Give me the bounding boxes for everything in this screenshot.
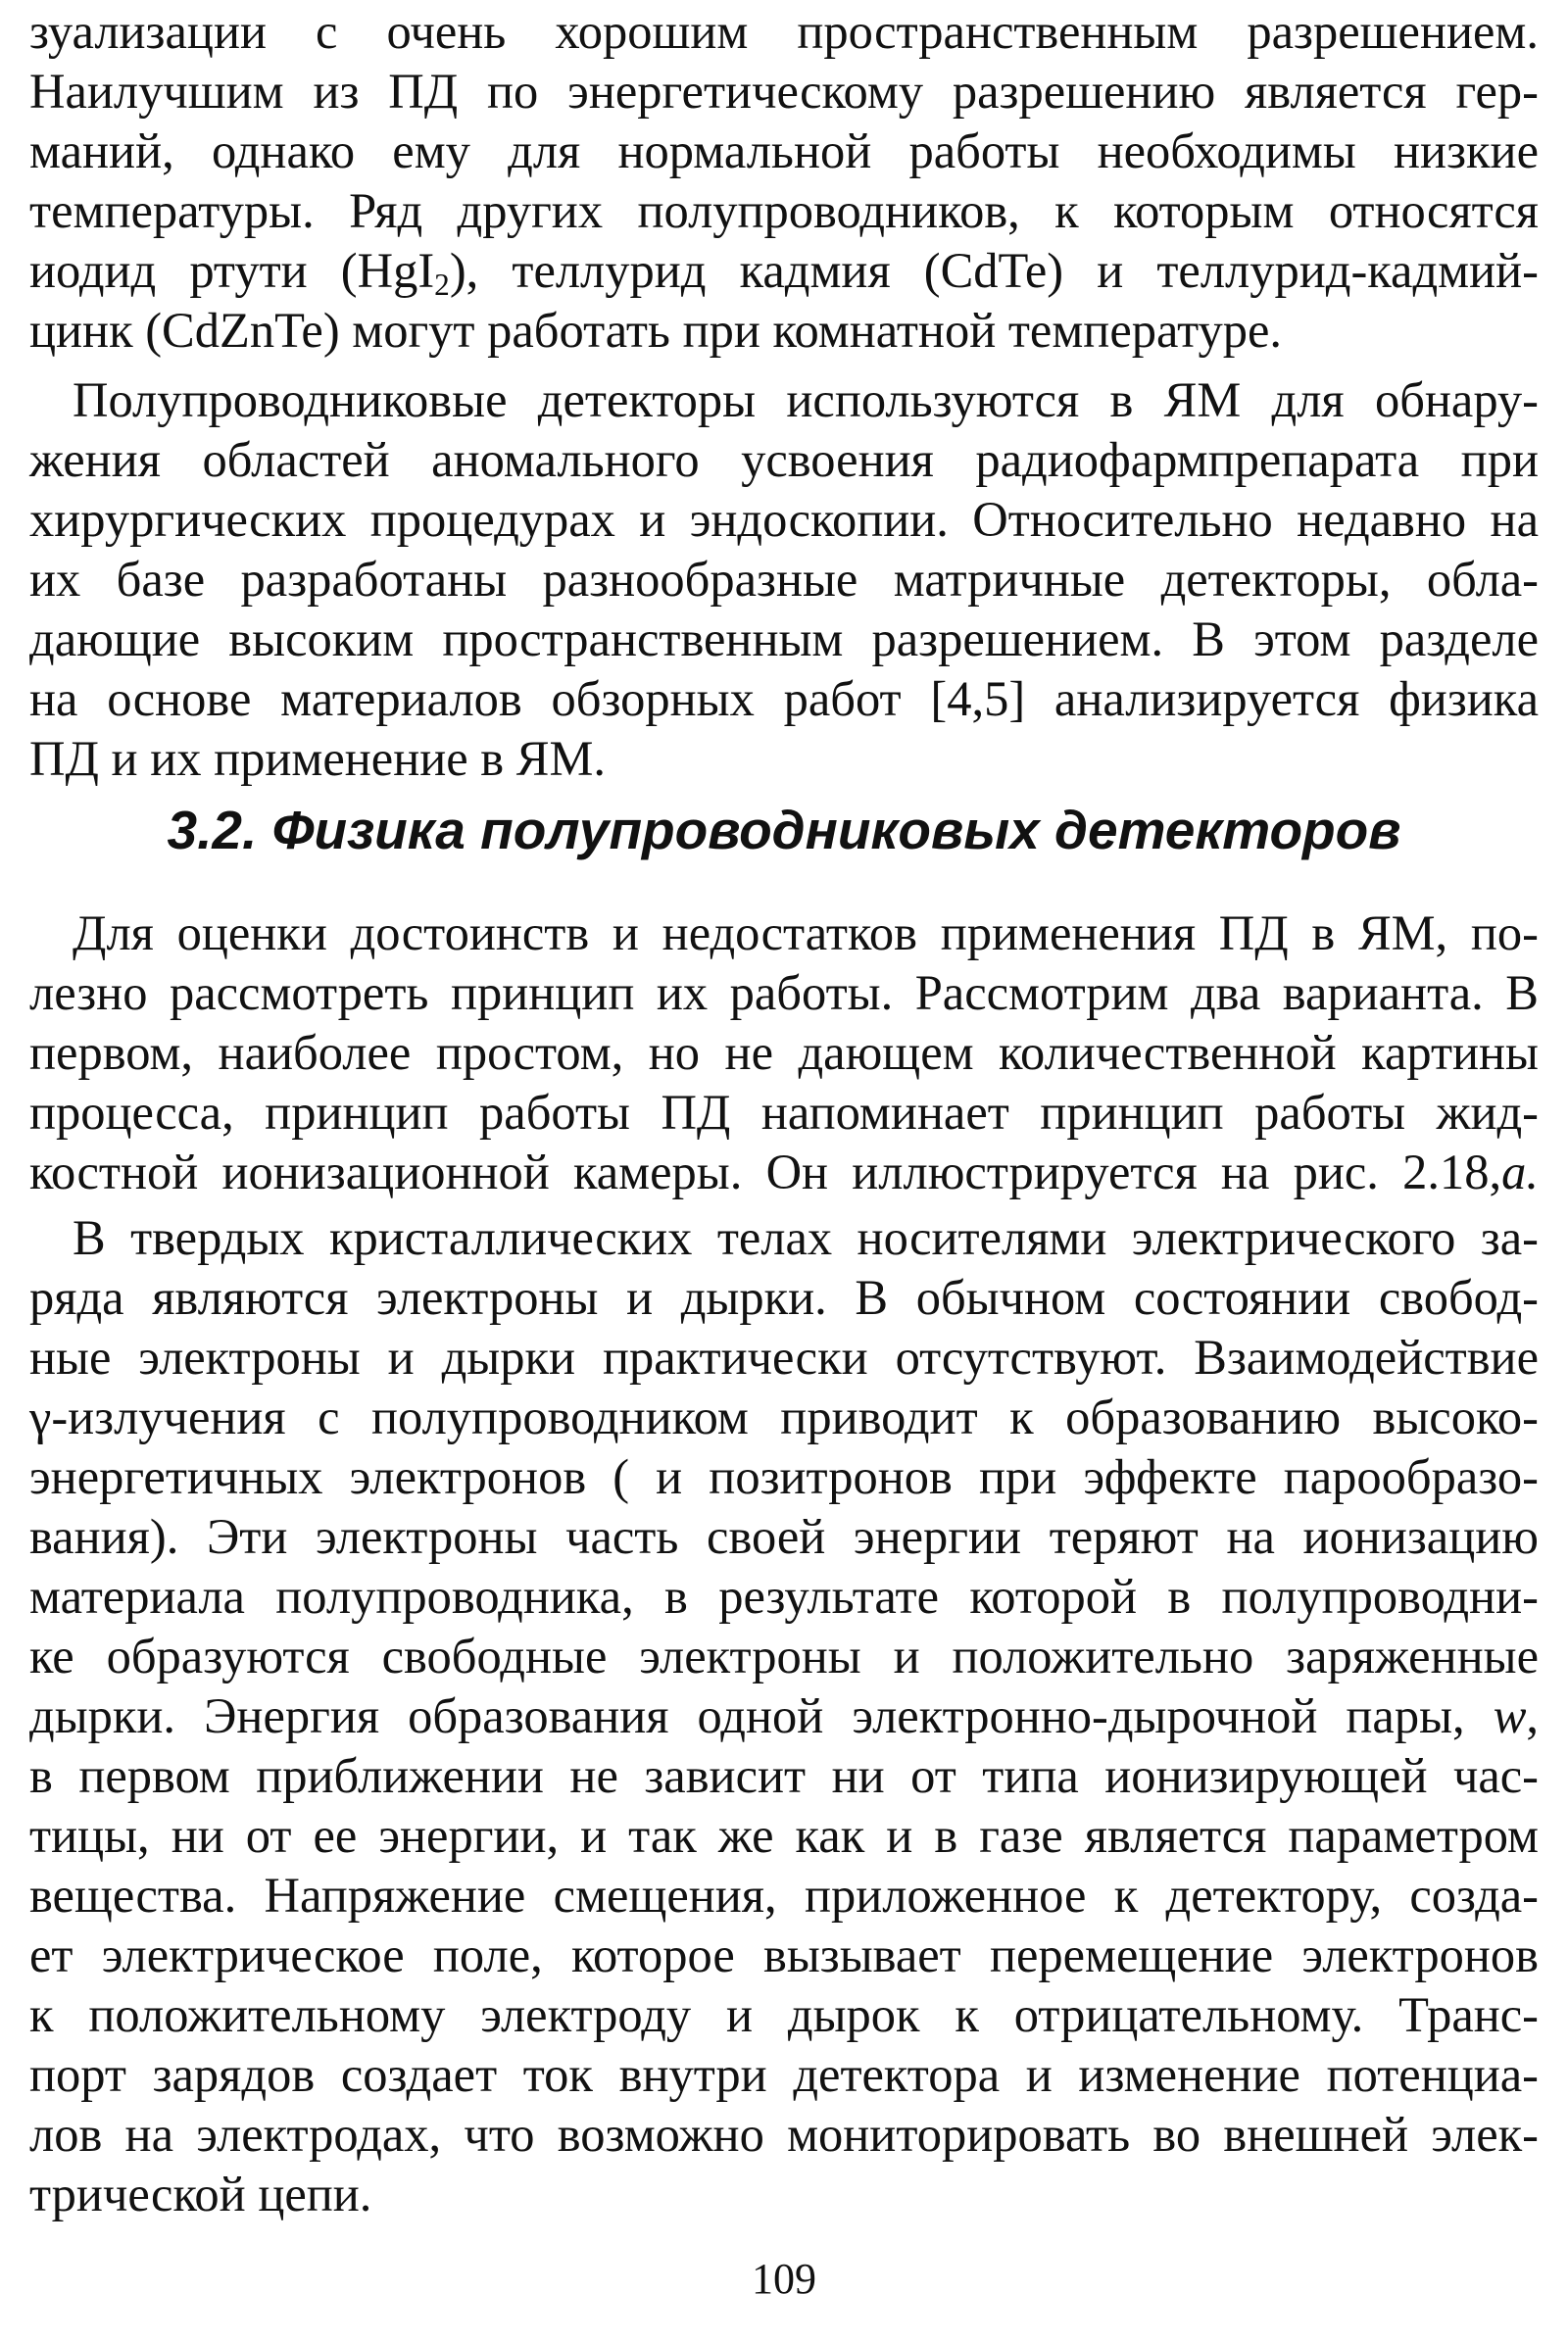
text-line: температуры. Ряд других полупроводников, к которым относятся bbox=[29, 183, 1539, 238]
document-page bbox=[29, 0, 1539, 2342]
text-line: зуализации с очень хорошим пространственным разрешением. bbox=[29, 4, 1539, 59]
text-line-formula bbox=[29, 241, 1539, 301]
text-line: жения областей аномального усвоения радиофармпрепарата при bbox=[29, 432, 1539, 487]
subscript: 2 bbox=[434, 267, 450, 302]
paragraph-1 bbox=[29, 2, 1539, 361]
text-line: цинк (CdZnTe) могут работать при комнатной температуре. bbox=[29, 303, 1283, 358]
text-fragment: , bbox=[1526, 1688, 1539, 1743]
text-line: ке образуются свободные электроны и положительно заряженные bbox=[29, 1629, 1539, 1683]
text-line: ряда являются электроны и дырки. В обычном состоянии свобод- bbox=[29, 1270, 1539, 1325]
text-line: лезно рассмотреть принцип их работы. Рассмотрим два варианта. В bbox=[29, 965, 1539, 1020]
variable-w: w bbox=[1493, 1688, 1527, 1743]
text-line: лов на электродах, что возможно мониторировать во внешней элек- bbox=[29, 2107, 1539, 2162]
text-fragment: ), теллурид кадмия (CdTe) и теллурид-кадмий- bbox=[449, 243, 1539, 298]
text-line: дающие высоким пространственным разрешением. В этом разделе bbox=[29, 611, 1539, 666]
paragraph-3 bbox=[29, 903, 1539, 1202]
text-line: порт зарядов создает ток внутри детектора и изменение потенциа- bbox=[29, 2047, 1539, 2102]
text-fragment: костной ионизационной камеры. Он иллюстрируется на рис. 2.18, bbox=[29, 1145, 1502, 1199]
text-line: ные электроны и дырки практически отсутствуют. Взаимодействие bbox=[29, 1330, 1539, 1385]
text-line: трической цепи. bbox=[29, 2167, 372, 2221]
text-line: маний, однако ему для нормальной работы необходимы низкие bbox=[29, 123, 1539, 178]
figure-ref-letter: а. bbox=[1501, 1145, 1539, 1199]
text-line: Полупроводниковые детекторы используются в ЯМ для обнару- bbox=[73, 372, 1539, 427]
text-line: ет электрическое поле, которое вызывает перемещение электронов bbox=[29, 1927, 1539, 1982]
text-line: первом, наиболее простом, но не дающем количественной картины bbox=[29, 1025, 1539, 1080]
section-heading: 3.2. Физика полупроводниковых детекторов bbox=[167, 800, 1401, 860]
text-line: ПД и их применение в ЯМ. bbox=[29, 731, 606, 786]
text-line: В твердых кристаллических телах носителями электрического за- bbox=[73, 1210, 1539, 1265]
paragraph-4 bbox=[29, 1208, 1539, 2224]
text-fragment: иодид ртути (HgI bbox=[29, 243, 435, 298]
text-line-with-figure-ref bbox=[29, 1143, 1539, 1202]
text-line: вещества. Напряжение смещения, приложенное к детектору, созда- bbox=[29, 1868, 1539, 1923]
text-line: процесса, принцип работы ПД напоминает принцип работы жид- bbox=[29, 1085, 1539, 1140]
text-line: энергетичных электронов ( и позитронов при эффекте парообразо- bbox=[29, 1449, 1539, 1504]
paragraph-2 bbox=[29, 370, 1539, 789]
text-line: материала полупроводника, в результате которой в полупроводни- bbox=[29, 1569, 1539, 1624]
text-line: Для оценки достоинств и недостатков применения ПД в ЯМ, по- bbox=[73, 905, 1539, 960]
text-line: γ-излучения с полупроводником приводит к образованию высоко- bbox=[29, 1390, 1539, 1444]
text-line: вания). Эти электроны часть своей энергии теряют на ионизацию bbox=[29, 1509, 1539, 1564]
text-line: на основе материалов обзорных работ [4,5] анализируется физика bbox=[29, 671, 1539, 726]
text-line: их базе разработаны разнообразные матричные детекторы, обла- bbox=[29, 552, 1539, 607]
text-line-with-variable bbox=[29, 1686, 1539, 1746]
text-line: Наилучшим из ПД по энергетическому разрешению является гер- bbox=[29, 64, 1539, 119]
text-line: тицы, ни от ее энергии, и так же как и в газе является параметром bbox=[29, 1808, 1539, 1863]
text-line: в первом приближении не зависит ни от типа ионизирующей час- bbox=[29, 1748, 1539, 1803]
text-fragment: дырки. Энергия образования одной электронно-дырочной пары, bbox=[29, 1688, 1494, 1743]
page-number: 109 bbox=[752, 2255, 816, 2303]
text-line: к положительному электроду и дырок к отрицательному. Транс- bbox=[29, 1987, 1539, 2042]
text-line: хирургических процедурах и эндоскопии. Относительно недавно на bbox=[29, 492, 1539, 547]
